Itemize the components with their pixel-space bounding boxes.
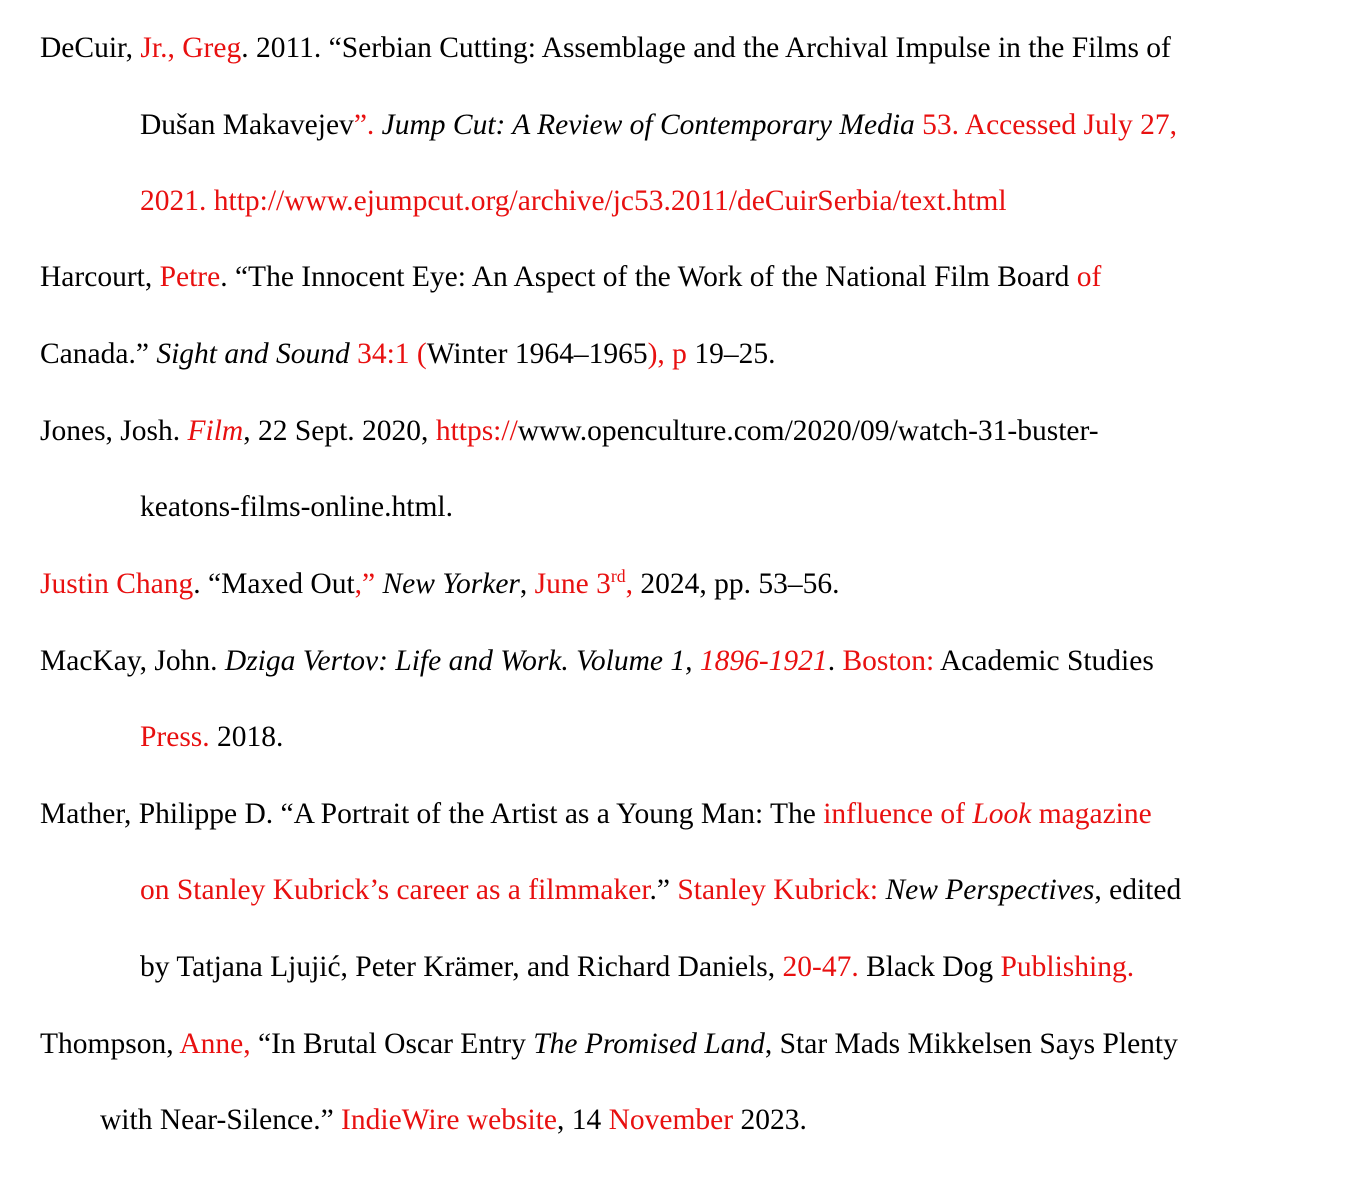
edited-text: Petre bbox=[159, 261, 221, 293]
text: Black Dog bbox=[858, 951, 1001, 983]
edited-text: 20-47. bbox=[782, 951, 859, 983]
text: Canada.” bbox=[40, 338, 157, 370]
text: Thompson, bbox=[40, 1028, 180, 1060]
journal-title: Sight and Sound bbox=[156, 338, 350, 370]
edited-text: Press. bbox=[140, 721, 210, 753]
edited-title: Film bbox=[187, 415, 244, 447]
edited-text: ), p bbox=[647, 338, 687, 370]
entry-mather-line-1 bbox=[40, 800, 1152, 830]
edited-text: Stanley Kubrick: bbox=[677, 874, 879, 906]
text: with Near-Silence.” bbox=[100, 1104, 342, 1136]
edited-text: ”. bbox=[353, 109, 375, 141]
edited-text: IndieWire website bbox=[341, 1104, 557, 1136]
entry-mackay-line-1 bbox=[40, 647, 1154, 677]
text: by Tatjana Ljujić, Peter Krämer, and Richard Daniels, bbox=[140, 951, 783, 983]
edited-text: ,” bbox=[354, 568, 376, 600]
magazine-title: New Yorker bbox=[382, 568, 520, 600]
edited-text: Boston: bbox=[842, 645, 935, 677]
text: Winter 1964–1965 bbox=[426, 338, 648, 370]
edited-text: Jr., Greg bbox=[140, 32, 242, 64]
edited-title: Look bbox=[972, 798, 1032, 830]
edited-text: Anne, bbox=[179, 1028, 251, 1060]
entry-jones-line-1 bbox=[40, 417, 1099, 447]
film-title: The Promised Land bbox=[533, 1028, 765, 1060]
text: Harcourt, bbox=[40, 261, 160, 293]
text: MacKay, John. bbox=[40, 645, 225, 677]
text: 19–25. bbox=[686, 338, 776, 370]
edited-text: magazine bbox=[1031, 798, 1152, 830]
edited-text: November bbox=[608, 1104, 734, 1136]
entry-decuir-line-2 bbox=[140, 111, 1177, 141]
entry-mather-line-3 bbox=[140, 953, 1134, 983]
entry-thompson-line-1 bbox=[40, 1030, 1178, 1060]
book-title: Dziga Vertov: Life and Work. Volume 1, bbox=[224, 645, 700, 677]
url-text: 2021. http://www.ejumpcut.org/archive/jc53.2011/deCuirSerbia/text.html bbox=[140, 185, 1007, 217]
text: Jones, Josh. bbox=[40, 415, 188, 447]
entry-jones-line-2 bbox=[140, 493, 453, 523]
edited-text: 53. Accessed July 27, bbox=[914, 109, 1177, 141]
text: , bbox=[519, 568, 535, 600]
text: 2018. bbox=[209, 721, 284, 753]
url-text: keatons-films-online.html. bbox=[140, 491, 453, 523]
text: , 22 Sept. 2020, bbox=[243, 415, 436, 447]
text: , edited bbox=[1094, 874, 1182, 906]
edited-text: on Stanley Kubrick’s career as a filmmaker bbox=[140, 874, 650, 906]
edited-title: 1896-1921 bbox=[699, 645, 828, 677]
url-text: www.openculture.com/2020/09/watch-31-buster- bbox=[517, 415, 1099, 447]
ordinal-suffix: rd bbox=[610, 566, 626, 587]
text: Academic Studies bbox=[934, 645, 1154, 677]
edited-text: Justin Chang bbox=[40, 568, 194, 600]
text: . bbox=[827, 645, 843, 677]
text: “In Brutal Oscar Entry bbox=[250, 1028, 534, 1060]
edited-text: of bbox=[1076, 261, 1102, 293]
text: 2023. bbox=[733, 1104, 807, 1136]
edited-text: 34:1 ( bbox=[349, 338, 427, 370]
edited-text: Publishing. bbox=[1000, 951, 1135, 983]
entry-mackay-line-2 bbox=[140, 723, 283, 753]
text: , 14 bbox=[556, 1104, 609, 1136]
journal-title: Jump Cut: A Review of Contemporary Media bbox=[381, 109, 915, 141]
text: . “Maxed Out bbox=[193, 568, 355, 600]
text: Mather, Philippe D. “A Portrait of the Artist as a Young Man: The bbox=[40, 798, 824, 830]
edited-text: , bbox=[625, 568, 633, 600]
edited-text: June 3 bbox=[534, 568, 611, 600]
text: , Star Mads Mikkelsen Says Plenty bbox=[764, 1028, 1178, 1060]
entry-harcourt-line-2 bbox=[40, 340, 775, 370]
edited-text: influence of bbox=[823, 798, 973, 830]
entry-chang-line-1 bbox=[40, 566, 840, 600]
edited-text: https:// bbox=[435, 415, 518, 447]
entry-decuir-line-1 bbox=[40, 34, 1171, 64]
entry-harcourt-line-1 bbox=[40, 263, 1101, 293]
text bbox=[374, 109, 381, 141]
entry-thompson-line-2 bbox=[100, 1106, 807, 1136]
text: Dušan Makavejev bbox=[140, 109, 354, 141]
text: . 2011. “Serbian Cutting: Assemblage and the Archival Impulse in the Films of bbox=[241, 32, 1171, 64]
text: DeCuir, bbox=[40, 32, 141, 64]
entry-decuir-line-3 bbox=[140, 187, 1007, 217]
entry-mather-line-2 bbox=[140, 876, 1181, 906]
text: .” bbox=[649, 874, 678, 906]
text: . “The Innocent Eye: An Aspect of the Work of the National Film Board bbox=[220, 261, 1077, 293]
text: 2024, pp. 53–56. bbox=[632, 568, 840, 600]
book-title: New Perspectives bbox=[885, 874, 1095, 906]
